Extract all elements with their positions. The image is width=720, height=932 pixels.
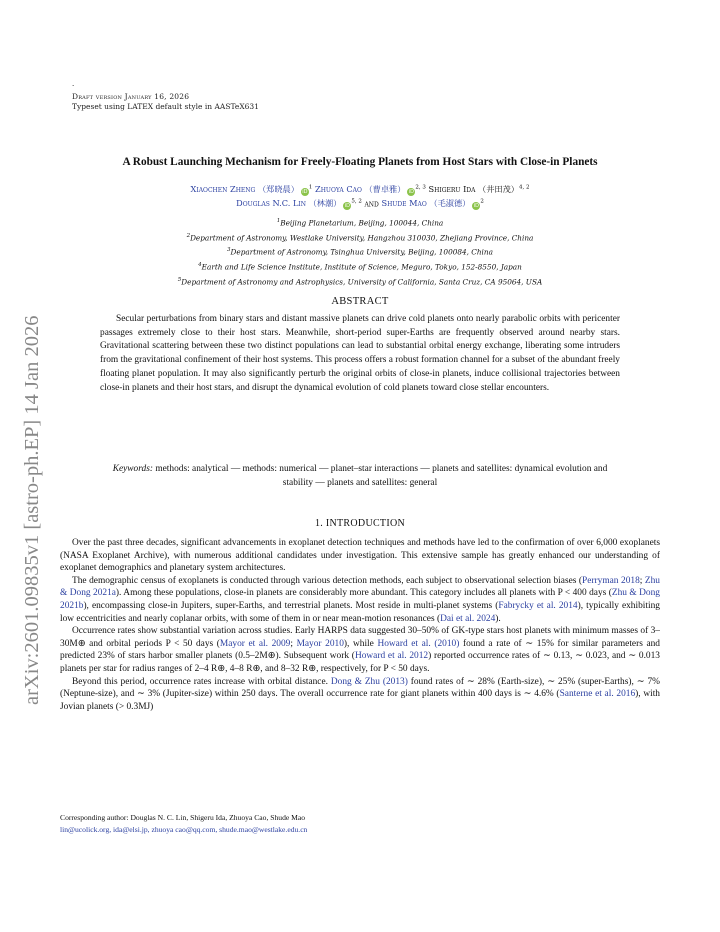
affiliations: [60, 215, 660, 289]
author-affil-mark: 4, 2: [519, 184, 530, 190]
citation-link[interactable]: Mayor 2010: [296, 638, 344, 649]
affiliation-text: Department of Astronomy, Westlake University, Hangzhou 310030, Zhejiang Province, China: [190, 233, 534, 243]
citation-link[interactable]: Howard et al. (2010): [377, 638, 460, 649]
body-text: ;: [639, 575, 645, 586]
paragraph-1: [60, 537, 660, 575]
citation-link[interactable]: Dong & Zhu (2013): [330, 676, 408, 687]
affiliation-1: [60, 215, 660, 230]
header-dot: .: [72, 80, 75, 88]
body-text: ), encompassing close-in Jupiters, super-Earths, and terrestrial planets. Most reside in multi-planet systems (: [83, 600, 499, 611]
page-header: [72, 92, 259, 112]
paragraph-2: [60, 575, 660, 625]
paragraph-4: [60, 676, 660, 714]
affiliation-number: 2: [186, 232, 191, 239]
author-name[interactable]: Xiaochen Zheng （郑晓晨）: [190, 183, 299, 194]
body-text: The demographic census of exoplanets is conducted through various detection methods, each subject to observational selection biases (: [72, 575, 583, 586]
affiliation-text: Department of Astronomy, Tsinghua University, Beijing, 100084, China: [230, 247, 493, 257]
affiliation-text: Department of Astronomy and Astrophysics, University of California, Santa Cruz, CA 95064, USA: [181, 277, 543, 287]
citation-link[interactable]: Mayor et al. 2009: [219, 638, 291, 649]
author-4[interactable]: [236, 198, 362, 208]
body-text: ). Among these populations, close-in planets are considerably more abundant. This category includes all planets with P < 400 days (: [115, 588, 612, 599]
affiliation-2: [60, 230, 660, 245]
body-text: ), with Jovian planets (> 0.3MJ): [60, 689, 660, 712]
author-affil-mark: 2: [480, 198, 484, 205]
keywords-text: methods: analytical — methods: numerical — planet–star interactions — planets and satellites: dynamical evolution and stability — planets and satellites: general: [155, 464, 608, 488]
affiliation-3: [60, 244, 660, 259]
orcid-icon[interactable]: iD: [344, 203, 350, 210]
orcid-icon[interactable]: iD: [302, 188, 308, 195]
body-text: ) reported occurrence rates of ∼ 0.13, ∼ 0.023, and ∼ 0.013 planets per star for radius ranges of 2–4 R⊕, 4–8 R⊕, and 8–32 R⊕, respectively, for P < 50 days.: [60, 651, 660, 674]
author-emails[interactable]: lin@ucolick.org, ida@elsi.jp, zhuoya cao@qq.com, shude.mao@westlake.edu.cn: [60, 825, 308, 834]
author-5[interactable]: [381, 198, 483, 208]
citation-link[interactable]: Fabrycky et al. 2014: [498, 600, 578, 611]
citation-link[interactable]: Zhu & Dong 2021b: [60, 588, 660, 611]
affiliation-number: 1: [276, 218, 281, 224]
body-text: Over the past three decades, significant advancements in exoplanet detection techniques and methods have led to the confirmation of over 6,000 exoplanets (NASA Exoplanet Archive), with numerous additional candidates under investigation. This extensive sample has greatly enhanced our understanding of exoplanet demographics and planetary system architectures.: [60, 538, 660, 574]
arxiv-identifier: [6, 205, 52, 705]
body-text: ;: [290, 638, 297, 649]
orcid-icon[interactable]: iD: [473, 203, 479, 210]
author-2[interactable]: [315, 184, 426, 194]
affiliation-text: Earth and Life Science Institute, Institute of Science, Meguro, Tokyo, 152-8550, Japan: [201, 262, 522, 272]
abstract-heading: ABSTRACT: [331, 296, 389, 307]
body-text: found rates of ∼ 28% (Earth-size), ∼ 25% (super-Earths), ∼ 7% (Neptune-size), and ∼ 3% (Jupiter-size) within 250 days. The overall occurrence rate for giant planets within 400 days is ∼ 4.6% (: [60, 676, 660, 700]
author-list: [60, 181, 660, 210]
affiliation-number: 3: [227, 247, 231, 254]
draft-version: Draft version January 16, 2026: [72, 92, 190, 101]
citation-link[interactable]: Dai et al. 2024: [440, 613, 496, 624]
footnote: [60, 812, 660, 836]
affiliation-number: 4: [198, 262, 202, 269]
body-text: ), while: [343, 638, 378, 649]
author-affil-mark: 5, 2: [351, 198, 362, 205]
affiliation-number: 5: [177, 276, 182, 283]
citation-link[interactable]: Perryman 2018: [582, 575, 640, 586]
affiliation-5: [60, 274, 660, 289]
body-text: ), typically exhibiting low eccentricities and nearly coplanar orbits, with some of them in or near mean-motion resonances (: [60, 600, 660, 624]
affiliation-text: Beijing Planetarium, Beijing, 100044, China: [280, 218, 444, 228]
body-text: Beyond this period, occurrence rates increase with orbital distance.: [72, 676, 331, 687]
paper-title: A Robust Launching Mechanism for Freely-Floating Planets from Host Stars with Close-in Planets: [122, 156, 598, 168]
citation-link[interactable]: Santerne et al. 2016: [559, 689, 636, 700]
author-1[interactable]: [191, 184, 313, 194]
and-word: and: [361, 198, 382, 209]
orcid-icon[interactable]: iD: [408, 188, 415, 195]
citation-link[interactable]: Howard et al. 2012: [354, 651, 429, 662]
corresponding-authors: Corresponding author: Douglas N. C. Lin, Shigeru Ida, Zhuoya Cao, Shude Mao: [60, 813, 306, 822]
citation-link[interactable]: Zhu & Dong 2021a: [60, 575, 660, 599]
author-affil-mark: 2, 3: [415, 184, 426, 190]
author-name[interactable]: Zhuoya Cao （曹卓雅）: [315, 183, 406, 194]
abstract-text: Secular perturbations from binary stars and distant massive planets can drive cold planets onto nearly parabolic orbits with pericenter passages extremely close to their host stars. Meanwhile, short-period super-Earths are frequently observed around nearby stars. Gravitational scattering between these two distinct populations can lead to substantial orbital energy exchange, liberating some intruders from the gravitational confinement of their host systems. This process offers a robust formation channel for a subset of the abundant freely floating planet population. It may also significantly perturb the original orbits of close-in planets, induce collisional trajectories between close-in planets and their host stars, and disrupt the dynamical evolution of cold planets toward close stellar encounters.: [100, 314, 620, 393]
keywords-label: Keywords:: [112, 464, 153, 474]
section-heading-introduction: 1. INTRODUCTION: [314, 518, 406, 529]
body-text: ).: [495, 613, 501, 624]
arxiv-id-text: arXiv:2601.09835v1 [astro-ph.EP] 14 Jan 2026: [21, 315, 43, 705]
body-text: Occurrence rates show substantial variation across studies. Early HARPS data suggested 30–50% of GK-type stars host planets with minimum masses of 3–30M⊕ and orbital periods P < 50 days (: [60, 626, 660, 649]
paragraph-3: [60, 625, 660, 675]
keywords: [100, 462, 620, 490]
typeset-note: Typeset using LATEX default style in AASTeX631: [72, 102, 259, 111]
body-text: found a rate of ∼ 15% for similar parameters and predicted 23% of stars harbor smaller planets (0.5–2M⊕). Subsequent work (: [60, 638, 660, 662]
author-affil-mark: 1: [308, 184, 313, 190]
author-3: [429, 184, 530, 194]
author-name: Shigeru Ida （井田茂）: [428, 183, 519, 194]
author-name[interactable]: Douglas N.C. Lin （林潮）: [236, 198, 342, 209]
introduction-body: [60, 537, 660, 713]
affiliation-4: [60, 259, 660, 274]
author-name[interactable]: Shude Mao （毛淑德）: [381, 198, 471, 209]
